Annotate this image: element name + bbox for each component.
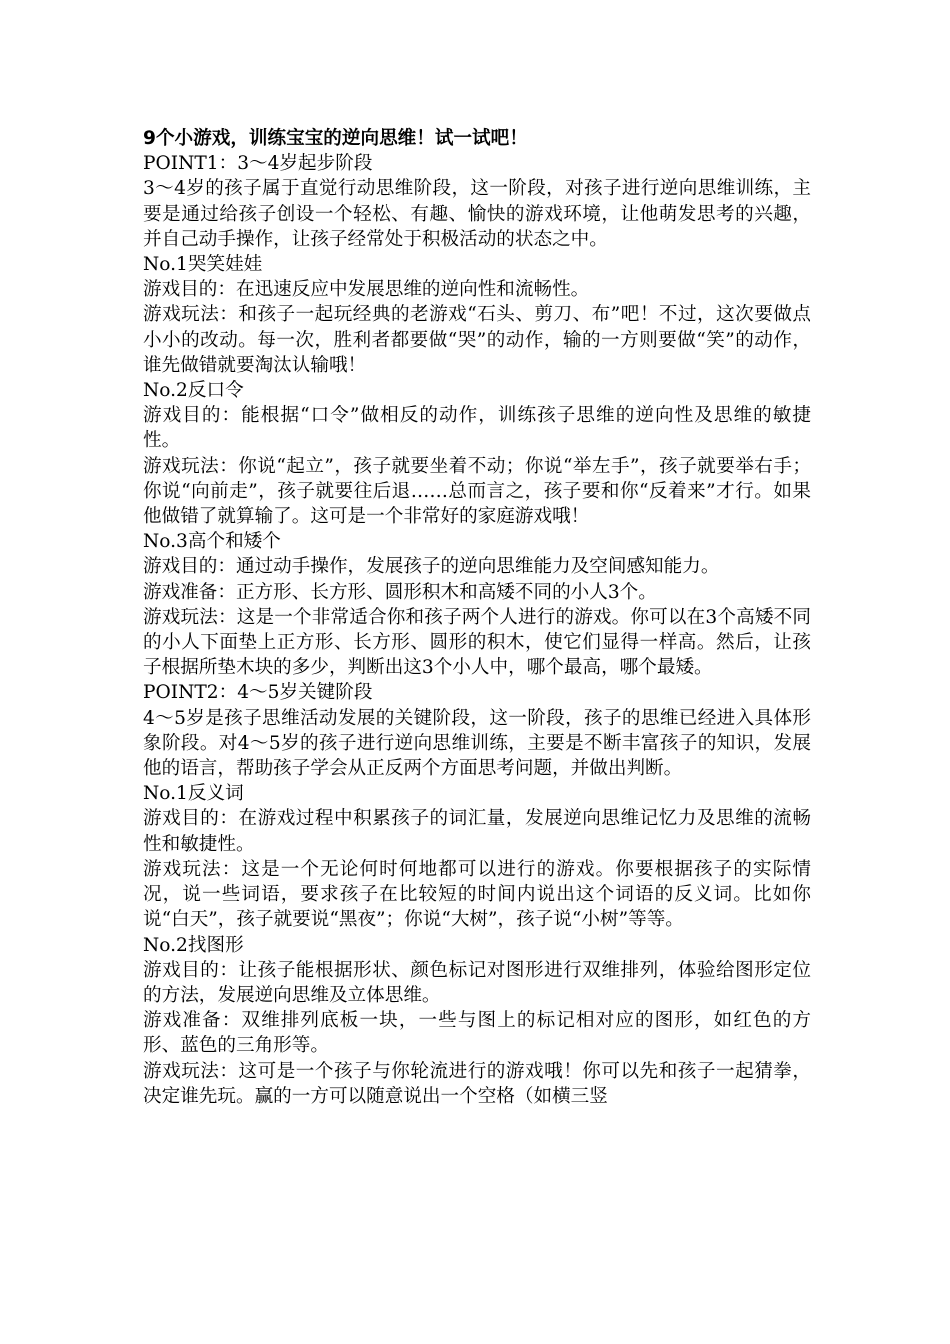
paragraph: 游戏玩法：这是一个无论何时何地都可以进行的游戏。你要根据孩子的实际情况，说一些词语，要求孩子在比较短的时间内说出这个词语的反义词。比如你说“白天”，孩子就要说“黑夜”；你说“大树”，孩子说“小树”等等。: [143, 858, 811, 931]
section-heading: No.2找图形: [143, 934, 244, 956]
paragraph: 游戏玩法：这是一个非常适合你和孩子两个人进行的游戏。你可以在3个高矮不同的小人下面垫上正方形、长方形、圆形的积木，使它们显得一样高。然后，让孩子根据所垫木块的多少，判断出这3个小人中，哪个最高，哪个最矮。: [143, 606, 811, 679]
paragraph: 游戏目的：通过动手操作，发展孩子的逆向思维能力及空间感知能力。: [143, 556, 720, 578]
document-page: [143, 126, 811, 1109]
paragraph: 4～5岁是孩子思维活动发展的关键阶段，这一阶段，孩子的思维已经进入具体形象阶段。对4～5岁的孩子进行逆向思维训练，主要是不断丰富孩子的知识，发展他的语言，帮助孩子学会从正反两个方面思考问题，并做出判断。: [143, 707, 811, 780]
paragraph: 游戏目的：让孩子能根据形状、颜色标记对图形进行双维排列，体验给图形定位的方法，发展逆向思维及立体思维。: [143, 959, 811, 1006]
paragraph: 游戏玩法：和孩子一起玩经典的老游戏“石头、剪刀、布”吧！不过，这次要做点小小的改动。每一次，胜利者都要做“哭”的动作，输的一方则要做“笑”的动作，谁先做错就要淘汰认输哦！: [143, 304, 811, 376]
paragraph: 游戏目的：在游戏过程中积累孩子的词汇量，发展逆向思维记忆力及思维的流畅性和敏捷性。: [143, 808, 811, 855]
paragraph: 游戏目的：能根据“口令”做相反的动作，训练孩子思维的逆向性及思维的敏捷性。: [143, 405, 811, 452]
section-heading: POINT2：4～5岁关键阶段: [143, 682, 373, 704]
paragraph: 游戏准备：正方形、长方形、圆形积木和高矮不同的小人3个。: [143, 581, 657, 603]
section-heading: POINT1：3～4岁起步阶段: [143, 153, 373, 175]
document-body: [143, 151, 811, 1109]
paragraph: 游戏玩法：这可是一个孩子与你轮流进行的游戏哦！你可以先和孩子一起猜拳，决定谁先玩。赢的一方可以随意说出一个空格（如横三竖: [143, 1060, 811, 1107]
document-title: 9个小游戏，训练宝宝的逆向思维！试一试吧！: [143, 128, 528, 149]
section-heading: No.1反义词: [143, 783, 244, 805]
paragraph: 3～4岁的孩子属于直觉行动思维阶段，这一阶段，对孩子进行逆向思维训练，主要是通过给孩子创设一个轻松、有趣、愉快的游戏环境，让他萌发思考的兴趣，并自己动手操作，让孩子经常处于积极活动的状态之中。: [143, 178, 811, 250]
paragraph: 游戏准备：双维排列底板一块，一些与图上的标记相对应的图形，如红色的方形、蓝色的三角形等。: [143, 1010, 811, 1057]
section-heading: No.3高个和矮个: [143, 531, 281, 553]
section-heading: No.1哭笑娃娃: [143, 254, 263, 276]
paragraph: 游戏玩法：你说“起立”，孩子就要坐着不动；你说“举左手”，孩子就要举右手；你说“向前走”，孩子就要往后退……总而言之，孩子要和你“反着来”才行。如果他做错了就算输了。这可是一个非常好的家庭游戏哦！: [143, 455, 811, 528]
section-heading: No.2反口令: [143, 380, 244, 402]
paragraph: 游戏目的：在迅速反应中发展思维的逆向性和流畅性。: [143, 279, 590, 301]
